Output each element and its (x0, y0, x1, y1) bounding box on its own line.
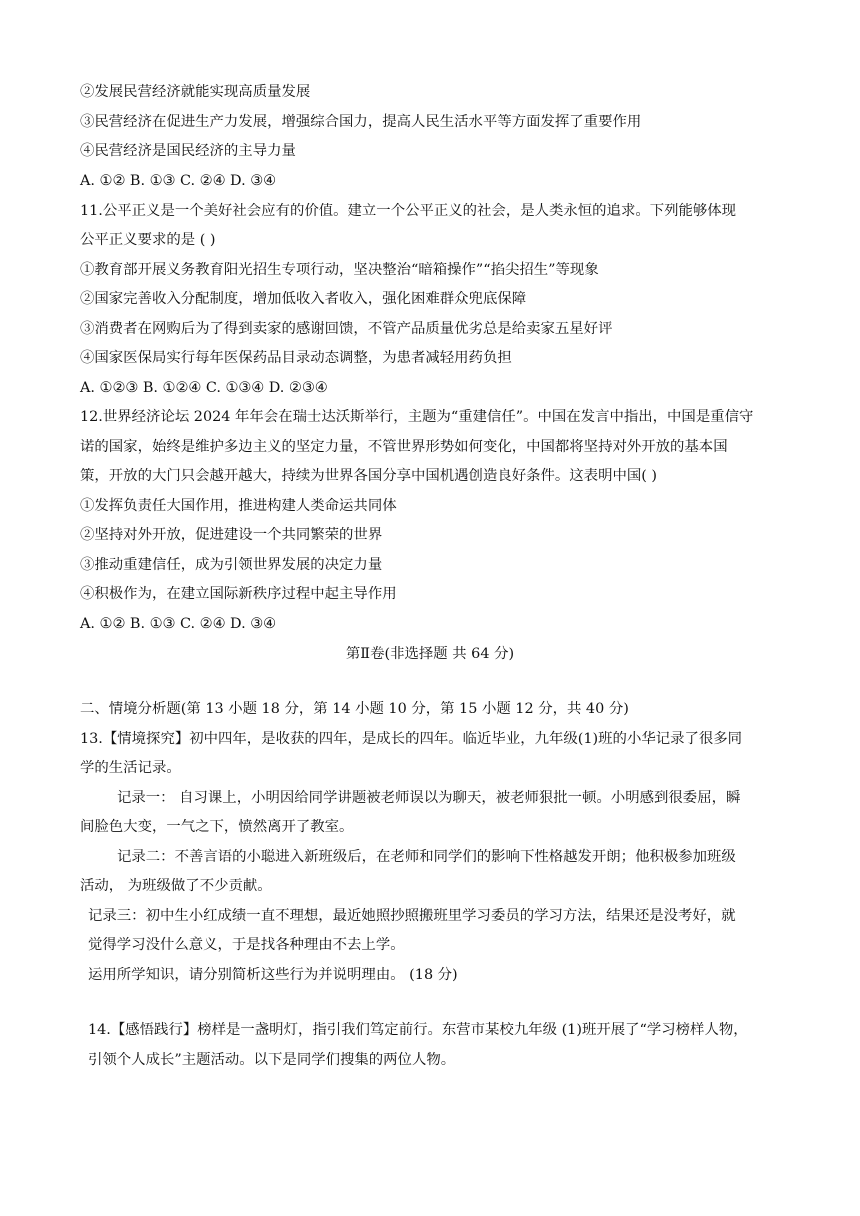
q12-option-1: ①发挥负责任大国作用，推进构建人类命运共同体 (80, 498, 397, 514)
q12-stem-line-3: 策，开放的大门只会越开越大，持续为世界各国分享中国机遇创造良好条件。这表明中国( ) (80, 468, 658, 484)
q11-option-1: ①教育部开展义务教育阳光招生专项行动，坚决整治“暗箱操作”“掐尖招生”等现象 (80, 262, 599, 278)
q10-option-3: ③民营经济在促进生产力发展，增强综合国力，提高人民生活水平等方面发挥了重要作用 (80, 114, 642, 130)
q11-option-3: ③消费者在网购后为了得到卖家的感谢回馈，不管产品质量优劣总是给卖家五星好评 (80, 321, 613, 337)
q13-stem-line-2: 学的生活记录。 (80, 760, 181, 776)
q13-record-1-line-1: 记录一： 自习课上，小明因给同学讲题被老师误以为聊天，被老师狠批一顿。小明感到很委屈，瞬 (117, 790, 741, 806)
q11-stem-line-2: 公平正义要求的是 ( ) (80, 232, 216, 248)
q13-stem-line-1: 13.【情境探究】初中四年，是收获的四年，是成长的四年。临近毕业，九年级(1)班的小华记录了很多同 (80, 731, 743, 747)
q12-option-3: ③推动重建信任，成为引领世界发展的决定力量 (80, 557, 383, 573)
q13-record-3-line-2: 觉得学习没什么意义，于是找各种理由不去上学。 (88, 937, 405, 953)
q10-answer-choices: A. ①② B. ①③ C. ②④ D. ③④ (80, 173, 277, 189)
section-2-title: 第Ⅱ卷(非选择题 共 64 分) (345, 646, 515, 662)
part-2-heading: 二、情境分析题(第 13 小题 18 分，第 14 小题 10 分，第 15 小题 12 分，共 40 分) (80, 701, 629, 717)
q14-stem-line-2: 引领个人成长”主题活动。以下是同学们搜集的两位人物。 (88, 1052, 456, 1068)
q10-option-4: ④民营经济是国民经济的主导力量 (80, 143, 296, 159)
q12-option-2: ②坚持对外开放，促进建设一个共同繁荣的世界 (80, 527, 383, 543)
q14-stem-line-1: 14.【感悟践行】榜样是一盏明灯，指引我们笃定前行。东营市某校九年级 (1)班开展了“学习榜样人物， (88, 1022, 748, 1038)
q13-task: 运用所学知识，请分别简析这些行为并说明理由。 (18 分) (88, 967, 458, 983)
q12-stem-line-1: 12.世界经济论坛 2024 年年会在瑞士达沃斯举行，主题为“重建信任”。中国在发言中指出，中国是重信守 (80, 409, 754, 425)
q13-record-3-line-1: 记录三：初中生小红成绩一直不理想，最近她照抄照搬班里学习委员的学习方法，结果还是没考好，就 (88, 908, 736, 924)
q13-record-1-line-2: 间脸色大变，一气之下，愤然离开了教室。 (80, 819, 354, 835)
q12-answer-choices: A. ①② B. ①③ C. ②④ D. ③④ (80, 616, 277, 632)
q13-record-2-line-2: 活动， 为班级做了不少贡献。 (80, 878, 272, 894)
q11-answer-choices: A. ①②③ B. ①②④ C. ①③④ D. ②③④ (80, 380, 328, 396)
q12-option-4: ④积极作为，在建立国际新秩序过程中起主导作用 (80, 586, 397, 602)
q11-option-4: ④国家医保局实行每年医保药品目录动态调整，为患者减轻用药负担 (80, 350, 512, 366)
q13-record-2-line-1: 记录二：不善言语的小聪进入新班级后，在老师和同学们的影响下性格越发开朗；他积极参加班级 (117, 849, 736, 865)
q11-stem-line-1: 11.公平正义是一个美好社会应有的价值。建立一个公平正义的社会，是人类永恒的追求。下列能够体现 (80, 203, 737, 219)
q10-option-2: ②发展民营经济就能实现高质量发展 (80, 84, 311, 100)
q11-option-2: ②国家完善收入分配制度，增加低收入者收入，强化困难群众兜底保障 (80, 291, 527, 307)
q12-stem-line-2: 诺的国家，始终是维护多边主义的坚定力量，不管世界形势如何变化，中国都将坚持对外开放的基本国 (80, 439, 728, 455)
